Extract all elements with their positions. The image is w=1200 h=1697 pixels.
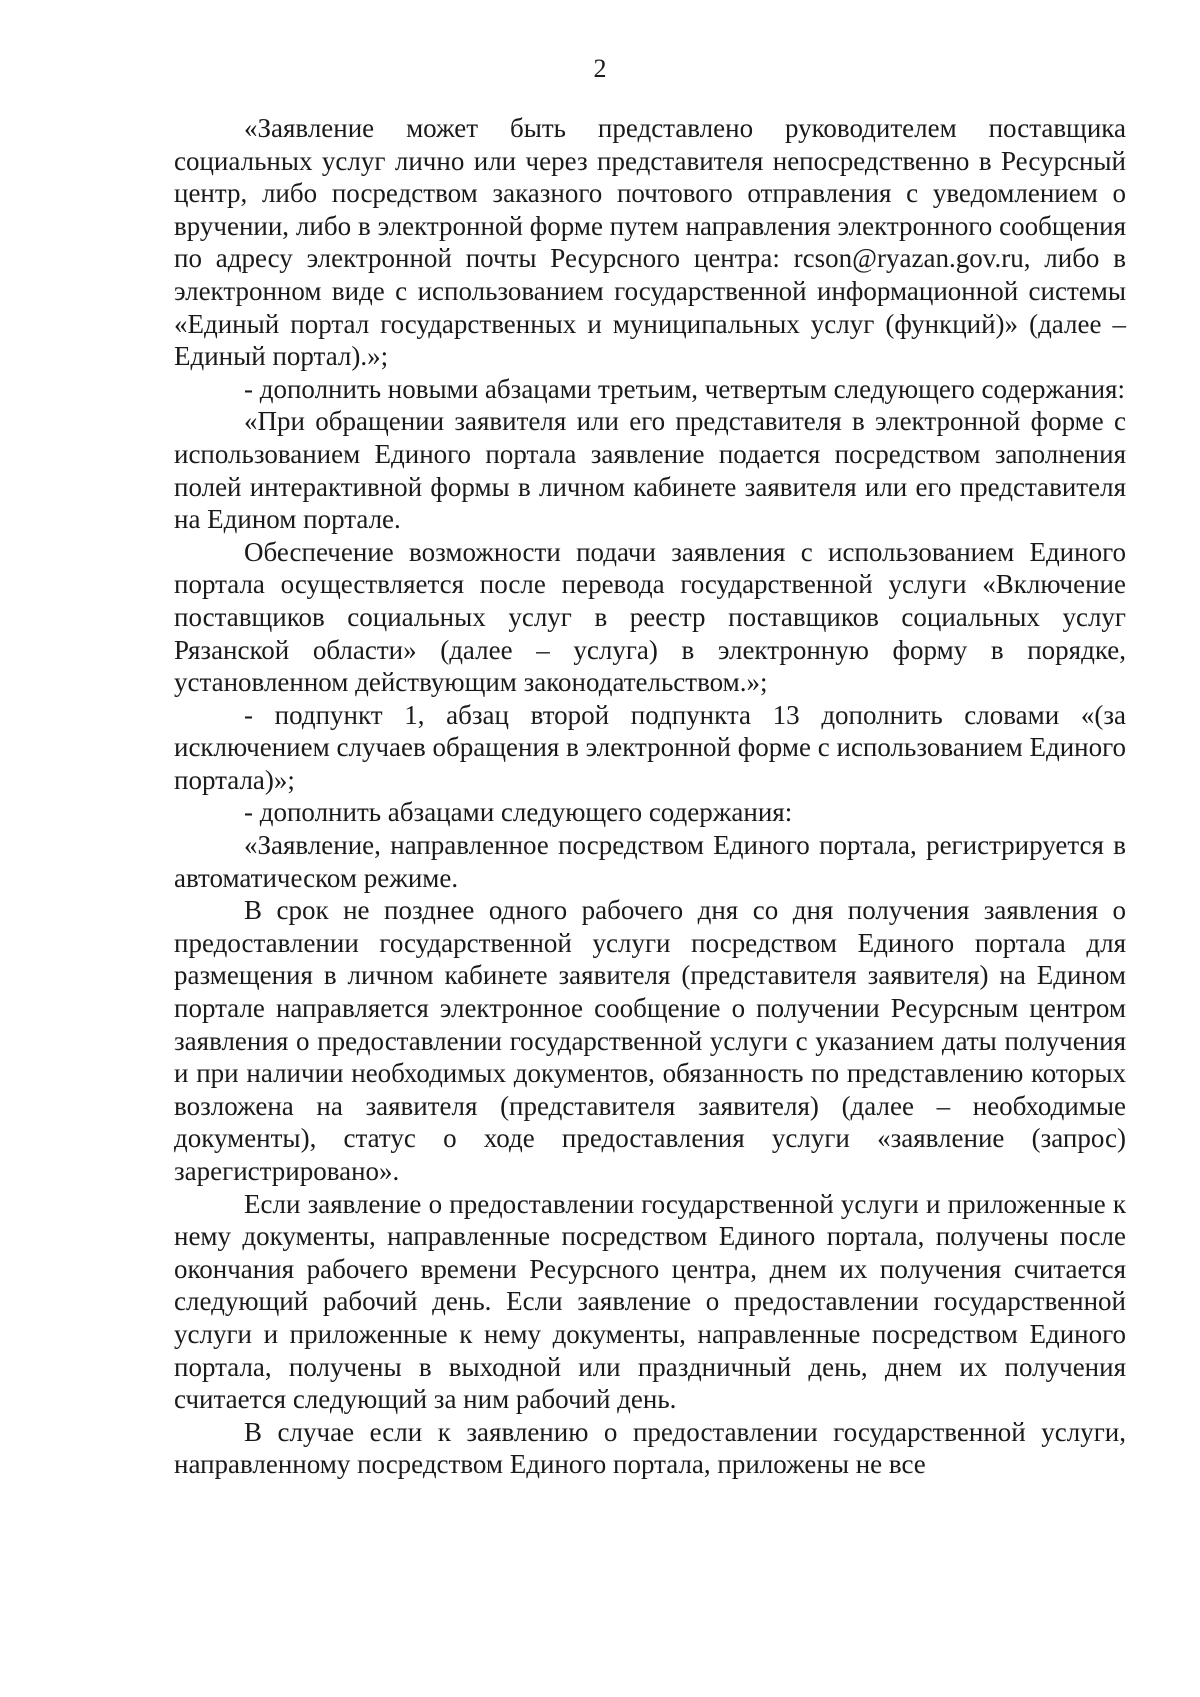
paragraph-8: В срок не позднее одного рабочего дня со дня получения заявления о предоставлении государственной услуги посредством Единого портала для размещения в личном кабинете заявителя (представителя заявителя) на Едином портале направляется электронное сообщение о получении Ресурсным центром заявления о предоставлении государственной услуги с указанием даты получения и при наличии необходимых документов, обязанность по представлению которых возложена на заявителя (представителя заявителя) (далее – необходимые документы), статус о ходе предоставления услуги «заявление (запрос) зарегистрировано». bbox=[174, 895, 1126, 1186]
paragraph-7: «Заявление, направленное посредством Единого портала, регистрируется в автоматическом режиме. bbox=[174, 830, 1126, 893]
paragraph-10: В случае если к заявлению о предоставлении государственной услуги, направленному посредством Единого портала, приложены не все bbox=[174, 1416, 1126, 1480]
paragraph-9: Если заявление о предоставлении государственной услуги и приложенные к нему документы, направленные посредством Единого портала, получены после окончания рабочего времени Ресурсного центра, днем их получения считается следующий рабочий день. Если заявление о предоставлении государственной услуги и приложенные к нему документы, направленные посредством Единого портала, получены в выходной или праздничный день, днем их получения считается следующий за ним рабочий день. bbox=[174, 1188, 1126, 1415]
page-number: 2 bbox=[593, 54, 607, 83]
paragraph-4: Обеспечение возможности подачи заявления с использованием Единого портала осуществляется после перевода государственной услуги «Включение поставщиков социальных услуг в реестр поставщиков социальных услуг Рязанской области» (далее – услуга) в электронную форму в порядке, установленном действующим законодательством.»; bbox=[174, 536, 1126, 698]
paragraph-1: «Заявление может быть представлено руководителем поставщика социальных услуг лично или через представителя непосредственно в Ресурсный центр, либо посредством заказного почтового отправления с уведомлением о вручении, либо в электронной форме путем направления электронного сообщения по адресу электронной почты Ресурсного центра: rcson@ryazan.gov.ru, либо в электронном виде с использованием государственной информационной системы «Единый портал государственных и муниципальных услуг (функций)» (далее – Единый портал).»; bbox=[174, 113, 1126, 372]
paragraph-3: «При обращении заявителя или его представителя в электронной форме с использованием Единого портала заявление подается посредством заполнения полей интерактивной формы в личном кабинете заявителя или его представителя на Едином портале. bbox=[174, 406, 1126, 535]
paragraph-6: - дополнить абзацами следующего содержания: bbox=[244, 797, 793, 828]
document-body bbox=[174, 112, 1126, 1481]
paragraph-5: - подпункт 1, абзац второй подпункта 13 дополнить словами «(за исключением случаев обращения в электронной форме с использованием Единого портала)»; bbox=[174, 699, 1126, 795]
paragraph-2: - дополнить новыми абзацами третьим, четвертым следующего содержания: bbox=[244, 373, 1125, 404]
